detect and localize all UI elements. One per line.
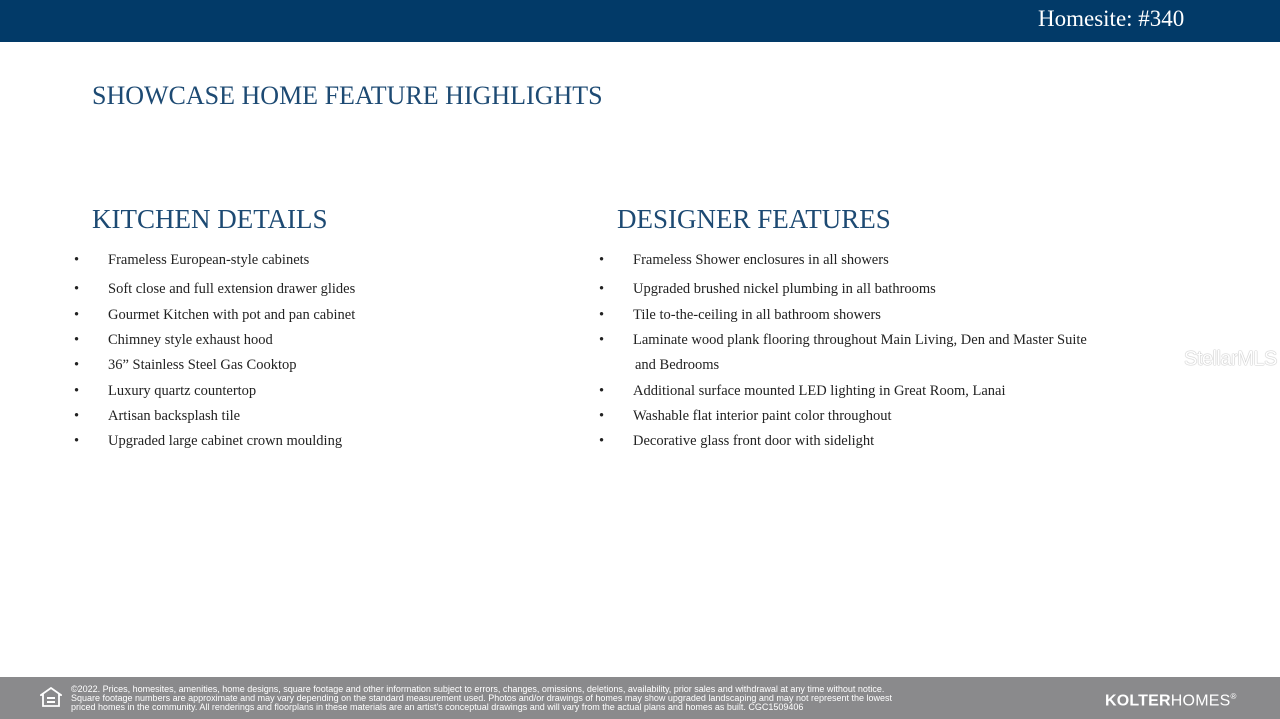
- bullet: •: [74, 307, 80, 323]
- designer-features-heading: DESIGNER FEATURES: [617, 204, 891, 234]
- bullet: •: [74, 408, 80, 424]
- list-item-text: Luxury quartz countertop: [108, 383, 257, 399]
- page-title: SHOWCASE HOME FEATURE HIGHLIGHTS: [92, 81, 603, 110]
- list-item-text: Upgraded brushed nickel plumbing in all bathrooms: [633, 281, 936, 297]
- bullet: •: [74, 383, 80, 399]
- bullet: •: [74, 252, 80, 268]
- list-item-text: Gourmet Kitchen with pot and pan cabinet: [108, 307, 356, 323]
- kitchen-details-heading: KITCHEN DETAILS: [92, 204, 328, 234]
- legal-line: priced homes in the community. All renderings and floorplans in these materials are an artist's conceptual drawings and will vary from the actual plans and homes as built. CGC1509406: [71, 702, 804, 713]
- list-item-text: Decorative glass front door with sidelight: [633, 433, 875, 449]
- bullet: •: [599, 332, 605, 348]
- bullet: •: [74, 332, 80, 348]
- legal-line: Square footage numbers are approximate and may vary depending on the standard measurement used. Photos and/or drawings of homes may show upgraded landscaping and may not represent the lowest: [71, 693, 892, 704]
- bullet: •: [74, 433, 80, 449]
- list-item-text: Artisan backsplash tile: [108, 408, 241, 424]
- list-item-continuation: and Bedrooms: [635, 357, 720, 373]
- homesite-number: Homesite: #340: [1038, 6, 1185, 31]
- list-item-text: Additional surface mounted LED lighting in Great Room, Lanai: [633, 383, 1006, 399]
- bullet: •: [74, 357, 80, 373]
- list-item-text: Washable flat interior paint color throughout: [633, 408, 892, 424]
- list-item-text: Laminate wood plank flooring throughout Main Living, Den and Master Suite: [633, 332, 1087, 348]
- header-bar: [0, 0, 1280, 42]
- kolter-homes-logo: [1105, 687, 1237, 711]
- equal-housing-opportunity-icon: [40, 687, 62, 707]
- bullet: •: [599, 408, 605, 424]
- bullet: •: [599, 307, 605, 323]
- list-item-text: Frameless Shower enclosures in all showers: [633, 252, 889, 268]
- registered-mark: ®: [1230, 692, 1237, 701]
- bullet: •: [599, 252, 605, 268]
- list-item-text: Soft close and full extension drawer glides: [108, 281, 356, 297]
- bullet: •: [599, 383, 605, 399]
- bullet: •: [599, 433, 605, 449]
- list-item-text: Upgraded large cabinet crown moulding: [108, 433, 343, 449]
- list-item-text: Chimney style exhaust hood: [108, 332, 273, 348]
- list-item-text: 36” Stainless Steel Gas Cooktop: [108, 357, 297, 373]
- legal-disclaimer: [71, 685, 1101, 713]
- legal-line: ©2022. Prices, homesites, amenities, home designs, square footage and other information subject to errors, changes, omissions, deletions, availability, prior sales and withdrawal at any time without notice.: [71, 684, 885, 694]
- footer-bar: [0, 677, 1280, 719]
- list-item-text: Tile to-the-ceiling in all bathroom showers: [633, 307, 881, 323]
- logo-light: HOMES: [1170, 692, 1231, 710]
- logo-bold: KOLTER: [1105, 692, 1171, 710]
- stellar-mls-watermark: StellarMLS: [1184, 348, 1277, 370]
- bullet: •: [599, 281, 605, 297]
- list-item-text: Frameless European-style cabinets: [108, 252, 310, 268]
- bullet: •: [74, 281, 80, 297]
